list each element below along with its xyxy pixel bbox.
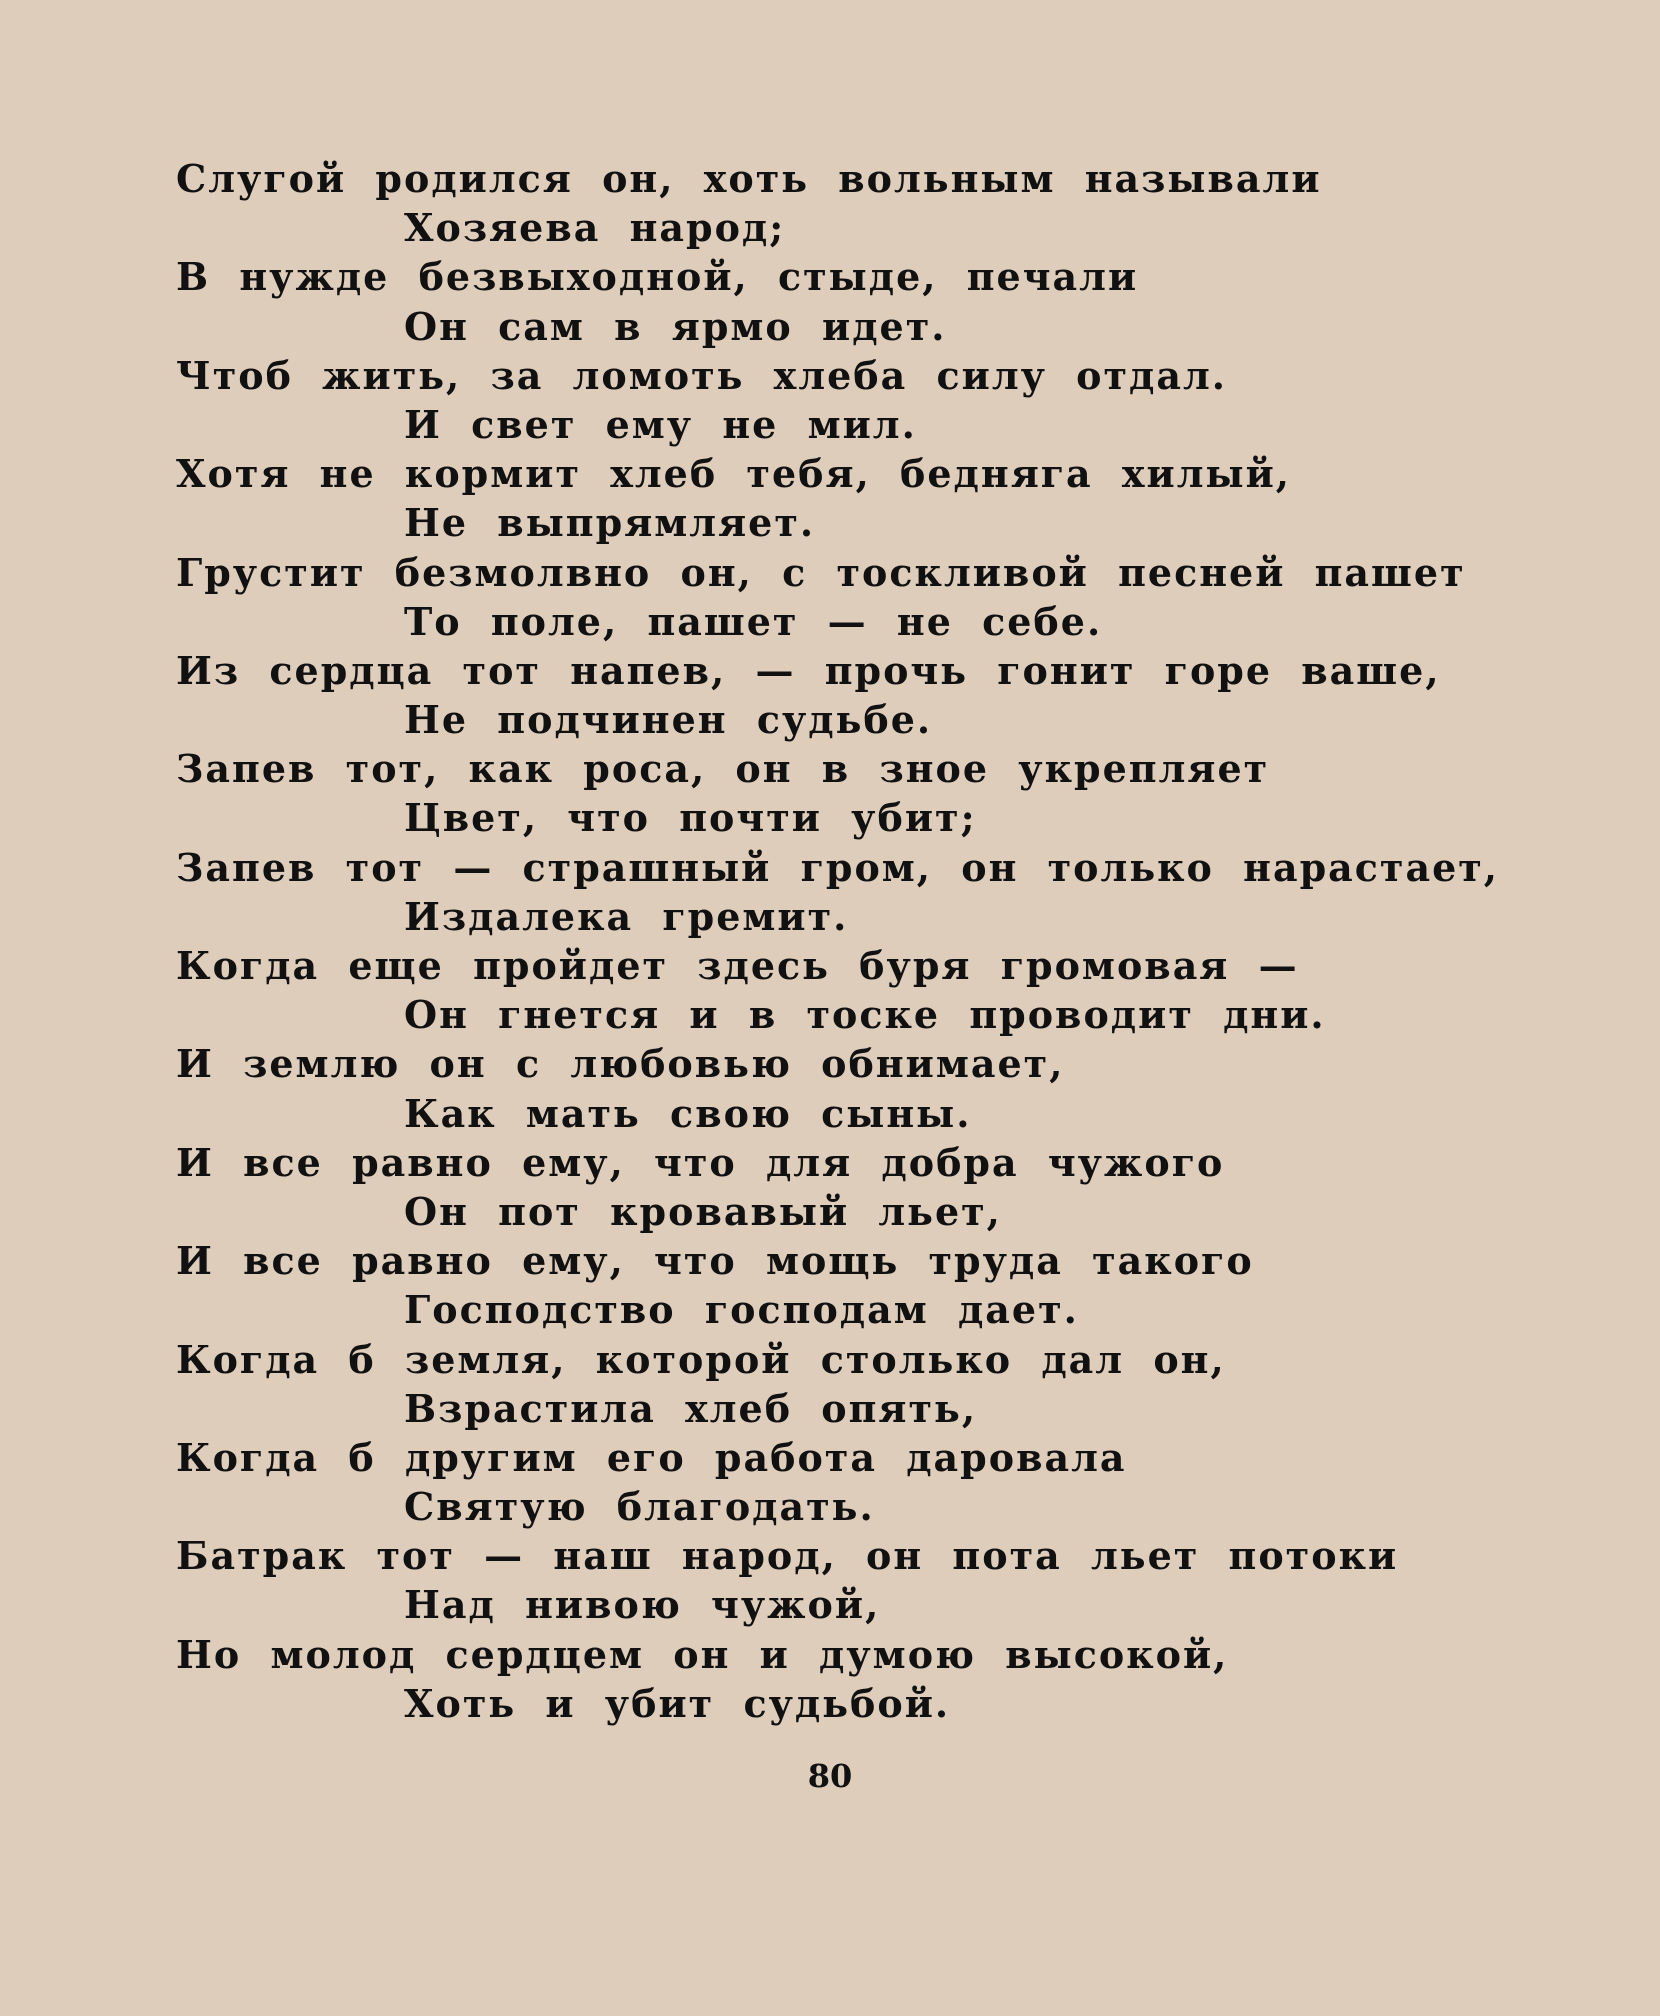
poem-line: И все равно ему, что мощь труда такого: [176, 1238, 1254, 1284]
poem-line: Не выпрямляет.: [404, 500, 816, 546]
poem-text: [176, 154, 1596, 1728]
poem-line: Хозяева народ;: [404, 205, 786, 251]
poem-line: Чтоб жить, за ломоть хлеба силу отдал.: [176, 352, 1228, 398]
poem-line: Из сердца тот напев, — прочь гонит горе ваше,: [176, 647, 1441, 693]
poem-line: Господство господам дает.: [404, 1287, 1079, 1333]
poem-line: Но молод сердцем он и думою высокой,: [176, 1631, 1229, 1677]
poem-line: Он гнется и в тоске проводит дни.: [404, 992, 1326, 1038]
poem-line: То поле, пашет — не себе.: [404, 598, 1103, 644]
poem-line: Когда б земля, которой столько дал он,: [176, 1336, 1226, 1382]
poem-line: Как мать свою сыны.: [404, 1090, 972, 1136]
poem-line: Хоть и убит судьбой.: [404, 1680, 951, 1726]
poem-line: И землю он с любовью обнимает,: [176, 1041, 1065, 1087]
poem-line: Цвет, что почти убит;: [404, 795, 977, 841]
poem-line: Взрастила хлеб опять,: [404, 1385, 978, 1431]
poem-line: Он пот кровавый льет,: [404, 1188, 1002, 1234]
poem-line: Запев тот — страшный гром, он только нарастает,: [176, 844, 1500, 890]
poem-line: Слугой родился он, хоть вольным называли: [176, 156, 1322, 201]
poem-line: Над нивою чужой,: [404, 1582, 881, 1628]
poem-line: Когда б другим его работа даровала: [176, 1434, 1127, 1480]
poem-line: И свет ему не мил.: [404, 401, 917, 447]
page-number: 80: [807, 1757, 853, 1795]
poem-line: Запев тот, как роса, он в зное укрепляет: [176, 746, 1270, 792]
poem-line: Батрак тот — наш народ, он пота льет потоки: [176, 1533, 1399, 1579]
poem-line: Издалека гремит.: [404, 893, 849, 939]
poem-line: Когда еще пройдет здесь буря громовая —: [176, 943, 1299, 988]
poem-line: Хотя не кормит хлеб тебя, бедняга хилый,: [176, 451, 1292, 497]
poem-line: И все равно ему, что для добра чужого: [176, 1139, 1225, 1185]
poem-line: Он сам в ярмо идет.: [404, 303, 947, 349]
poem-line: Святую благодать.: [404, 1484, 875, 1530]
poem-line: В нужде безвыходной, стыде, печали: [176, 254, 1139, 300]
poem-line: Не подчинен судьбе.: [404, 697, 933, 743]
poem-line: Грустит безмолвно он, с тоскливой песней пашет: [176, 549, 1466, 595]
